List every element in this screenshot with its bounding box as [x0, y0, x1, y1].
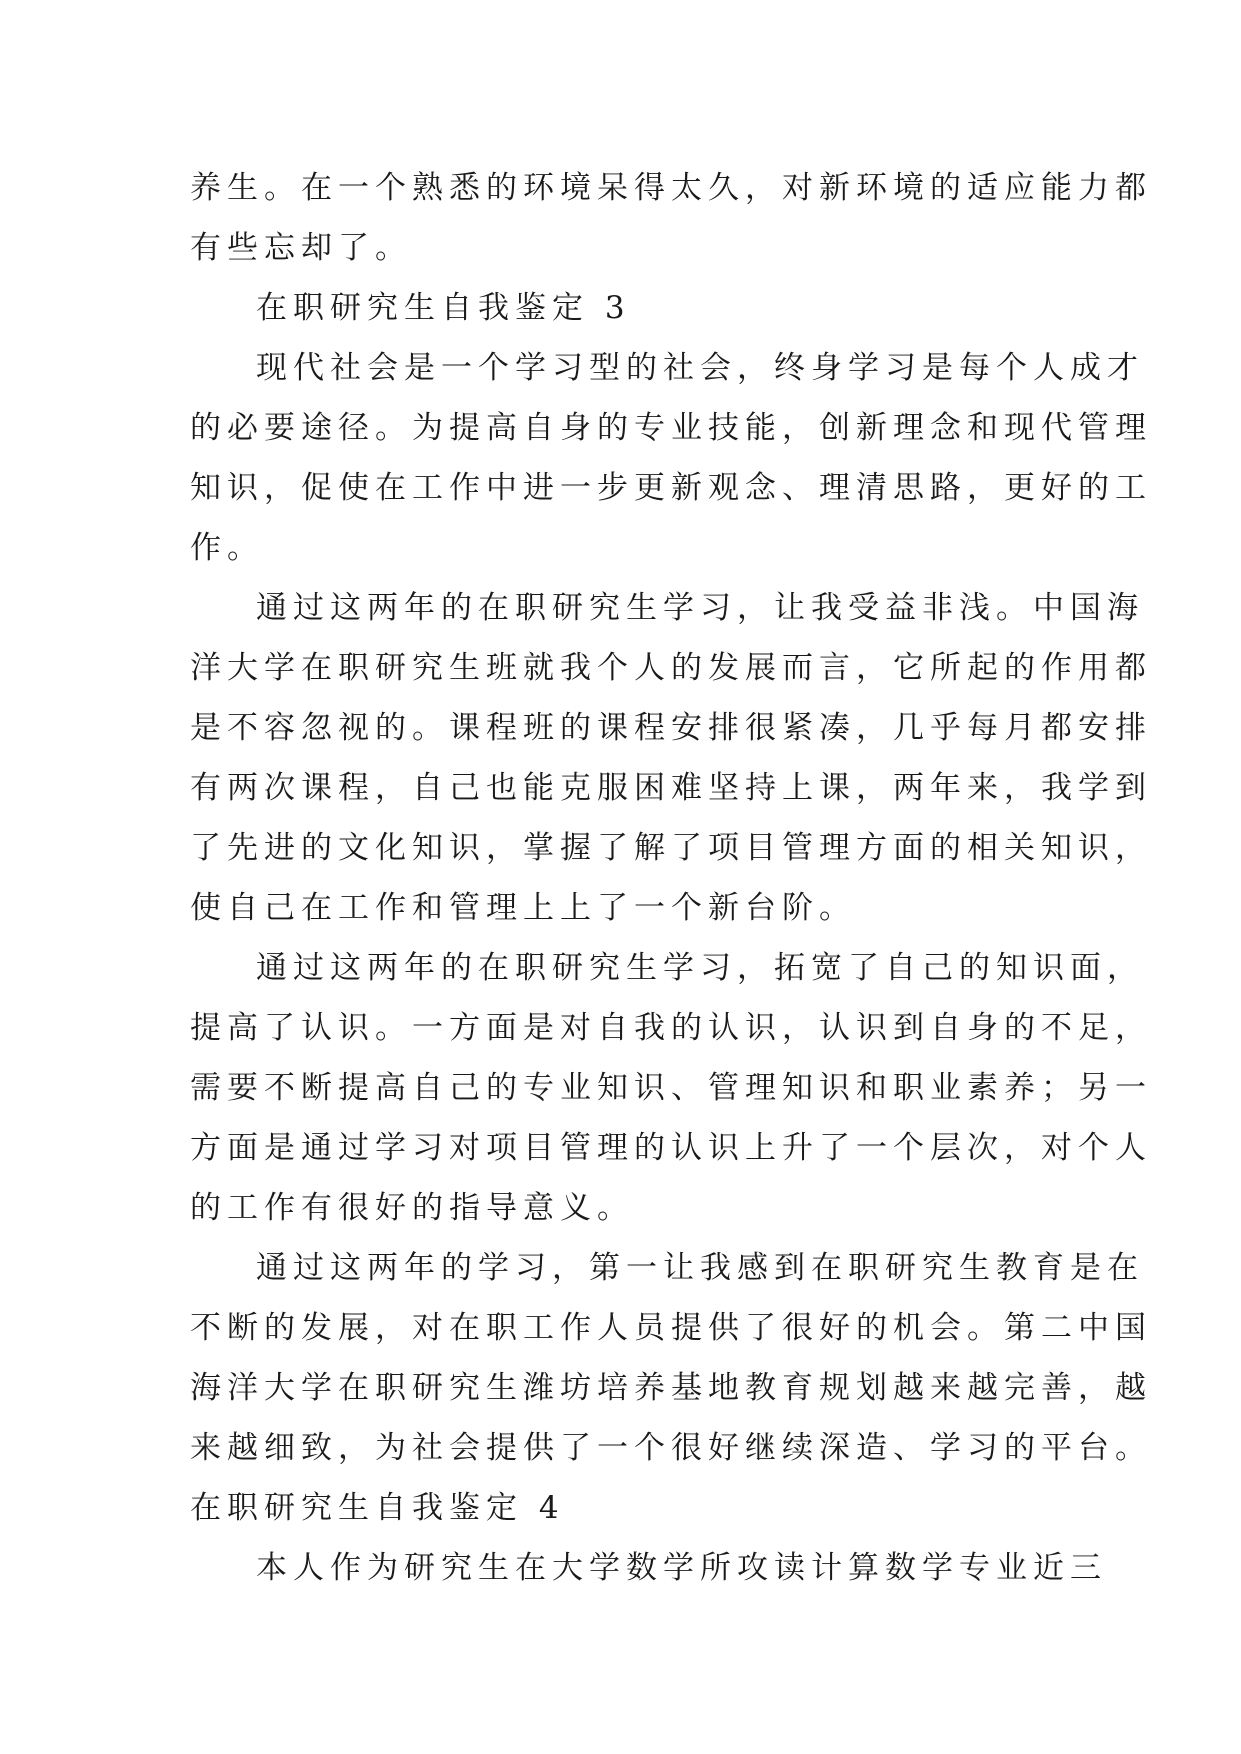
- text-line: 通过这两年的在职研究生学习，拓宽了自己的知识面，: [256, 950, 1144, 986]
- text-line: 的工作有很好的指导意义。: [190, 1190, 634, 1226]
- text-line: 提高了认识。一方面是对自我的认识，认识到自身的不足，: [190, 1010, 1152, 1046]
- text-line: 知识，促使在工作中进一步更新观念、理清思路，更好的工: [190, 470, 1152, 506]
- text-line: 使自己在工作和管理上上了一个新台阶。: [190, 890, 856, 926]
- section-heading: 在职研究生自我鉴定 3: [256, 290, 631, 326]
- text-line: 洋大学在职研究生班就我个人的发展而言，它所起的作用都: [190, 650, 1152, 686]
- section-heading: 在职研究生自我鉴定 4: [190, 1490, 565, 1526]
- text-line: 有些忘却了。: [190, 230, 412, 266]
- text-line: 不断的发展，对在职工作人员提供了很好的机会。第二中国: [190, 1310, 1152, 1346]
- text-line: 是不容忽视的。课程班的课程安排很紧凑，几乎每月都安排: [190, 710, 1152, 746]
- text-line: 来越细致，为社会提供了一个很好继续深造、学习的平台。: [190, 1430, 1152, 1466]
- text-line: 本人作为研究生在大学数学所攻读计算数学专业近三: [256, 1550, 1107, 1586]
- text-line: 通过这两年的在职研究生学习，让我受益非浅。中国海: [256, 590, 1144, 626]
- text-line: 现代社会是一个学习型的社会，终身学习是每个人成才: [256, 350, 1144, 386]
- text-line: 通过这两年的学习，第一让我感到在职研究生教育是在: [256, 1250, 1144, 1286]
- text-line: 了先进的文化知识，掌握了解了项目管理方面的相关知识，: [190, 830, 1152, 866]
- text-line: 需要不断提高自己的专业知识、管理知识和职业素养；另一: [190, 1070, 1152, 1106]
- text-line: 的必要途径。为提高自身的专业技能，创新理念和现代管理: [190, 410, 1152, 446]
- text-line: 方面是通过学习对项目管理的认识上升了一个层次，对个人: [190, 1130, 1152, 1166]
- text-line: 作。: [190, 530, 264, 566]
- text-line: 海洋大学在职研究生潍坊培养基地教育规划越来越完善，越: [190, 1370, 1152, 1406]
- text-line: 养生。在一个熟悉的环境呆得太久，对新环境的适应能力都: [190, 170, 1152, 206]
- text-line: 有两次课程，自己也能克服困难坚持上课，两年来，我学到: [190, 770, 1152, 806]
